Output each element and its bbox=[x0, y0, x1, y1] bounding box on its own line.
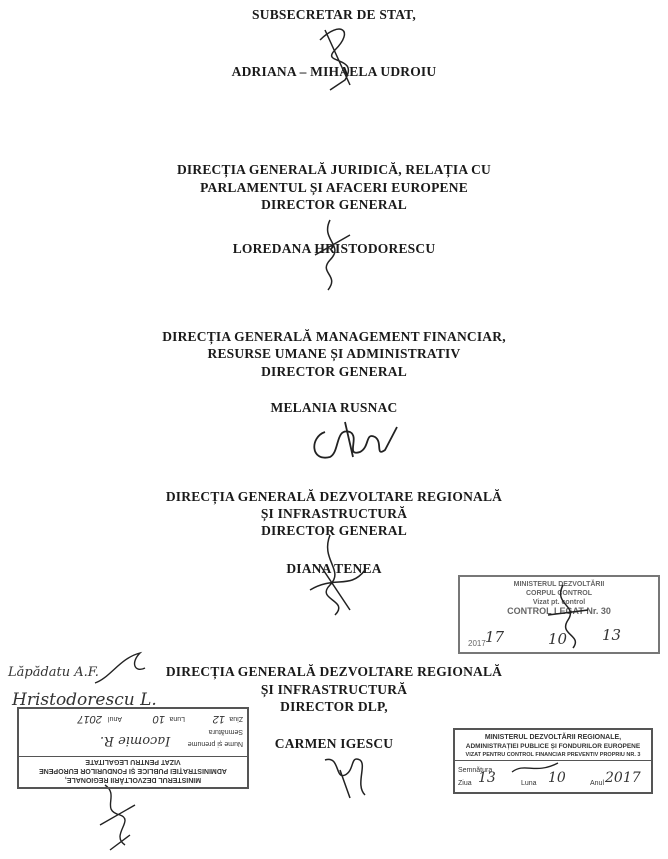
signature-rusnac bbox=[305, 412, 405, 467]
person-igescu: CARMEN IGESCU bbox=[274, 736, 394, 751]
title-dlp-line3: DIRECTOR DLP, bbox=[280, 699, 388, 714]
stamp-corp-day: 17 bbox=[485, 628, 505, 646]
stamp-corp-year: 2017 bbox=[468, 639, 486, 648]
stamp-cfpp-year: 2017 bbox=[605, 770, 641, 786]
title-juridica-line2: PARLAMENTUL ȘI AFACERI EUROPENE bbox=[200, 180, 468, 195]
handwritten-name-2: Hristodorescu L. bbox=[12, 690, 157, 710]
stamp-corp-control: MINISTERUL DEZVOLTĂRII CORPUL CONTROL Vizat pt. control CONTROL LEGAT Nr. 30 2017 bbox=[458, 575, 660, 654]
stamp-cfpp: MINISTERUL DEZVOLTĂRII REGIONALE, ADMINISTRAȚIEI PUBLICE ȘI FONDURILOR EUROPENE VIZAT PENTRU CONTROL FINANCIAR PREVENTIV PROPRIU NR. 3 Semnătura Ziua Luna Anul bbox=[453, 728, 653, 794]
signature-igescu bbox=[315, 750, 375, 800]
person-tenea: DIANA TENEA bbox=[286, 561, 382, 576]
stamp-legalitate: MINISTERUL DEZVOLTĂRII REGIONALE, ADMINISTRAȚIEI PUBLICE ȘI FONDURILOR EUROPENE VIZAT PENTRU LEGALITATE Nume și prenume Semnătura Ziua 12 Luna 10 Anul 2017 bbox=[17, 707, 249, 789]
title-juridica-line1: DIRECȚIA GENERALĂ JURIDICĂ, RELAȚIA CU bbox=[176, 162, 492, 177]
person-udroiu: ADRIANA – MIHAELA UDROIU bbox=[231, 64, 437, 79]
stamp-cfpp-month: 10 bbox=[548, 770, 566, 786]
title-dezvoltare-line1: DIRECȚIA GENERALĂ DEZVOLTARE REGIONALĂ bbox=[165, 489, 503, 504]
title-financiar-line3: DIRECTOR GENERAL bbox=[261, 364, 407, 379]
title-dlp-line1: DIRECȚIA GENERALĂ DEZVOLTARE REGIONALĂ bbox=[165, 664, 503, 679]
signature-udroiu bbox=[300, 10, 370, 95]
title-subsecretar: SUBSECRETAR DE STAT, bbox=[252, 7, 416, 22]
title-dezvoltare-line2: ȘI INFRASTRUCTURĂ bbox=[260, 506, 408, 521]
title-juridica-line3: DIRECTOR GENERAL bbox=[261, 197, 407, 212]
signature-left-top bbox=[90, 648, 150, 688]
title-dlp-line2: ȘI INFRASTRUCTURĂ bbox=[260, 682, 408, 697]
person-rusnac: MELANIA RUSNAC bbox=[270, 400, 398, 415]
signature-cfpp bbox=[510, 757, 560, 777]
handwritten-name-1: Lăpădatu A.F. bbox=[8, 665, 99, 680]
stamp-corp-extra: 13 bbox=[602, 626, 622, 644]
stamp-cfpp-day: 13 bbox=[478, 770, 496, 786]
signature-hristodorescu bbox=[300, 215, 360, 295]
title-financiar-line1: DIRECȚIA GENERALĂ MANAGEMENT FINANCIAR, bbox=[162, 329, 506, 344]
signature-tenea bbox=[290, 530, 380, 620]
title-dezvoltare-line3: DIRECTOR GENERAL bbox=[261, 523, 407, 538]
signature-corp-control bbox=[538, 580, 593, 650]
stamp-corp-month: 10 bbox=[548, 630, 568, 648]
title-financiar-line2: RESURSE UMANE ȘI ADMINISTRATIV bbox=[207, 346, 461, 361]
handwritten-name-3: Iacomie R. bbox=[100, 733, 171, 748]
person-hristodorescu: LOREDANA HRISTODORESCU bbox=[232, 241, 436, 256]
